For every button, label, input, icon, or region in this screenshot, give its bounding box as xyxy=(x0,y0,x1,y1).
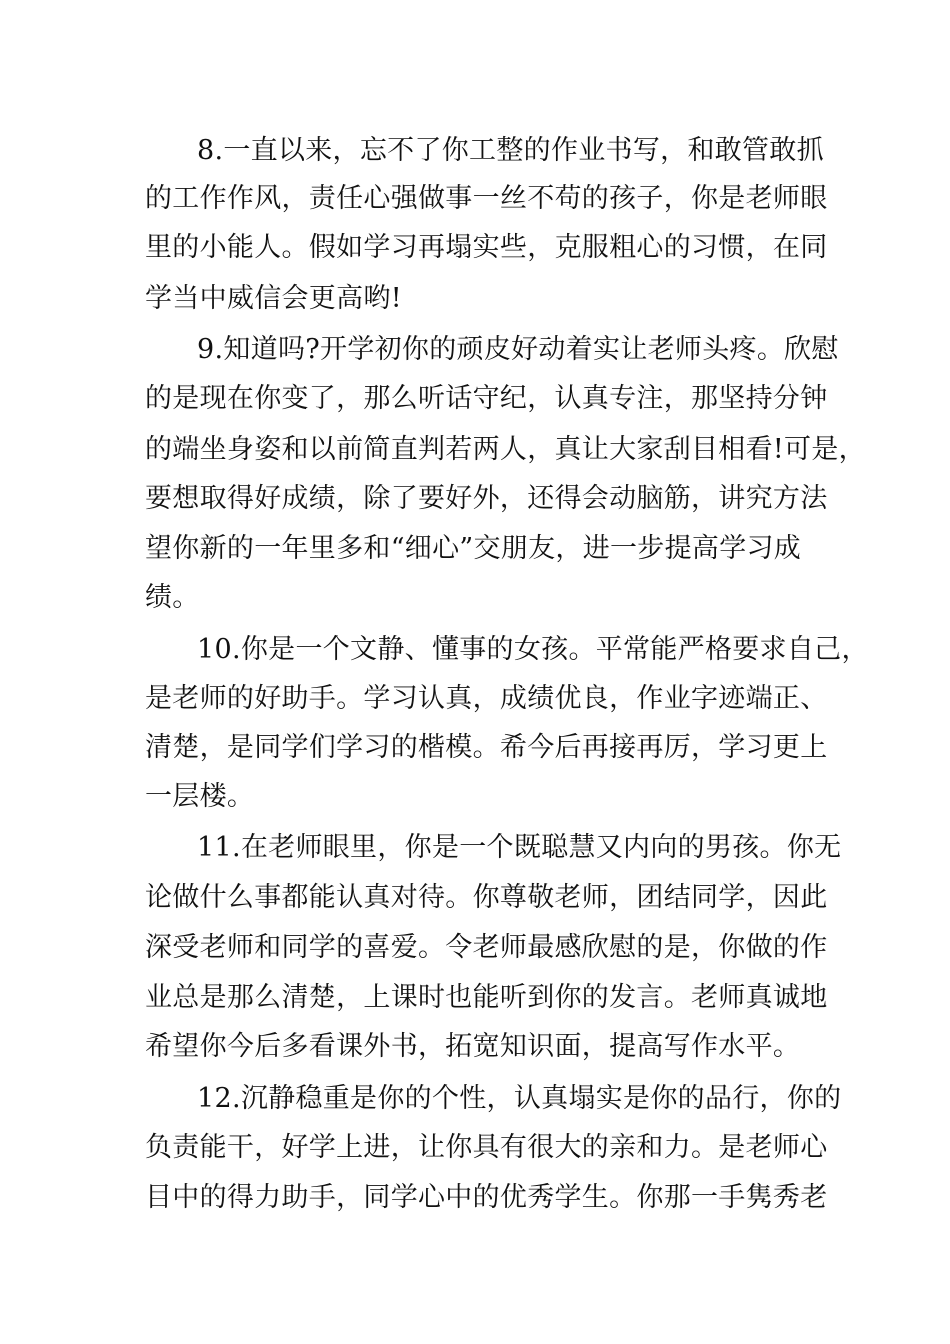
paragraph-11-line-1: 11.在老师眼里，你是一个既聪慧又内向的男孩。你无 xyxy=(197,832,842,863)
paragraph-9-line-1: 9.知道吗?开学初你的顽皮好动着实让老师头疼。欣慰 xyxy=(197,334,839,365)
paragraph-9-line-4: 要想取得好成绩，除了要好外，还得会动脑筋，讲究方法 xyxy=(145,483,828,514)
paragraph-8-line-4: 学当中威信会更高哟! xyxy=(145,283,402,314)
paragraph-9-line-5: 望你新的一年里多和“细心”交朋友，进一步提高学习成 xyxy=(145,533,802,564)
paragraph-10-line-4: 一层楼。 xyxy=(145,781,255,812)
paragraph-12-line-2: 负责能干，好学上进，让你具有很大的亲和力。是老师心 xyxy=(145,1132,828,1163)
paragraph-8-line-2: 的工作作风，责任心强做事一丝不苟的孩子，你是老师眼 xyxy=(145,183,828,214)
paragraph-11-line-3: 深受老师和同学的喜爱。令老师最感欣慰的是，你做的作 xyxy=(145,932,828,963)
paragraph-12-line-1: 12.沉静稳重是你的个性，认真塌实是你的品行，你的 xyxy=(197,1083,842,1114)
paragraph-10-line-1: 10.你是一个文静、懂事的女孩。平常能严格要求自己， xyxy=(197,634,869,665)
paragraph-8-line-1: 8.一直以来，忘不了你工整的作业书写，和敢管敢抓 xyxy=(197,135,824,166)
paragraph-9-line-3: 的端坐身姿和以前简直判若两人，真让大家刮目相看!可是， xyxy=(145,434,866,465)
paragraph-12-line-3: 目中的得力助手，同学心中的优秀学生。你那一手隽秀老 xyxy=(145,1182,828,1213)
paragraph-9-line-2: 的是现在你变了，那么听话守纪，认真专注，那坚持分钟 xyxy=(145,383,828,414)
paragraph-9-line-6: 绩。 xyxy=(145,582,200,613)
paragraph-11-line-4: 业总是那么清楚，上课时也能听到你的发言。老师真诚地 xyxy=(145,982,828,1013)
paragraph-8-line-3: 里的小能人。假如学习再塌实些，克服粗心的习惯，在同 xyxy=(145,232,828,263)
paragraph-11-line-2: 论做什么事都能认真对待。你尊敬老师，团结同学，因此 xyxy=(145,882,828,913)
paragraph-11-line-5: 希望你今后多看课外书，拓宽知识面，提高写作水平。 xyxy=(145,1031,801,1062)
paragraph-10-line-2: 是老师的好助手。学习认真，成绩优良，作业字迹端正、 xyxy=(145,683,828,714)
paragraph-10-line-3: 清楚，是同学们学习的楷模。希今后再接再厉，学习更上 xyxy=(145,732,828,763)
